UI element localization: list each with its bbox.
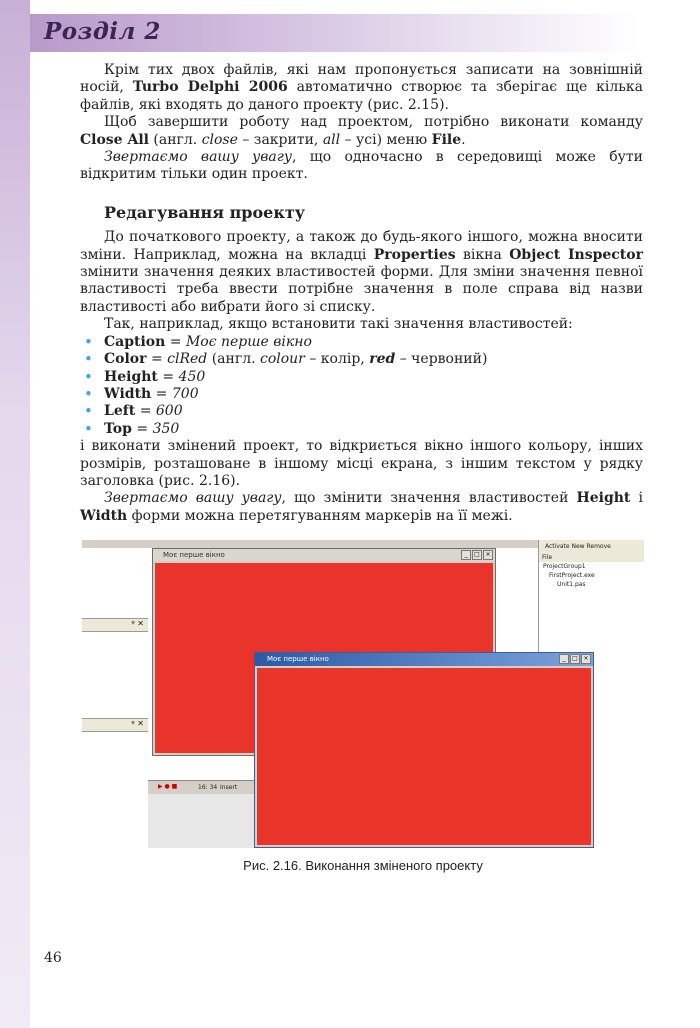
text-content [80, 62, 643, 525]
paragraph-4: До початкового проекту, а також до будь-якого іншого, можна вносити зміни. Наприклад, можна на вкладці Properties вікна Object Inspector змінити значення деяких властивостей форми. Для зміни значення певної властивості треба ввести потрібне значення в поле справа від назви властивості або вибрати його зі списку. [80, 229, 643, 315]
subsection-heading: Редагування проекту [104, 202, 306, 222]
property-list [80, 334, 643, 438]
ide-left-panel [82, 548, 148, 848]
section-title: Розділ 2 [44, 18, 161, 45]
insert-mode: Insert [220, 784, 238, 791]
form-titlebar [153, 549, 495, 561]
minimize-icon[interactable]: _ [461, 550, 471, 560]
paragraph-2: Щоб завершити роботу над проектом, потрібно виконати команду Close All (англ. close – закрити, all – усі) меню File. [80, 114, 643, 148]
maximize-icon[interactable]: □ [472, 550, 482, 560]
tree-item[interactable]: Unit1.pas [557, 581, 586, 588]
cursor-position: 16: 34 [198, 784, 218, 791]
form-body-red [257, 668, 591, 845]
pm-label: File [539, 554, 644, 562]
pin-close-icon[interactable]: ᵠ ✕ [131, 619, 144, 628]
paragraph-6: і виконати змінений проект, то відкриється вікно іншого кольору, інших розмірів, розташоване в іншому місці екрана, з іншим текстом у рядку заголовка (рис. 2.16). [80, 438, 643, 489]
panel-titlebar [82, 618, 148, 632]
list-item: • Width = 700 [80, 386, 643, 403]
window-buttons [559, 654, 591, 664]
paragraph-1: Крім тих двох файлів, які нам пропонується записати на зовнішній носій, Turbo Delphi 2006 автоматично створює та зберігає ще кілька файлів, які входять до даного проекту (рис. 2.15). [80, 62, 643, 113]
form-titlebar [255, 653, 593, 666]
side-decor-strip [0, 0, 30, 1028]
paragraph-3: Звертаємо вашу увагу, що одночасно в середовищі може бути відкритим тільки один проект. [80, 149, 643, 183]
list-item: • Left = 600 [80, 403, 643, 420]
minimize-icon[interactable]: _ [559, 654, 569, 664]
panel-titlebar [82, 718, 148, 732]
project-tree [539, 562, 644, 589]
list-item: • Top = 350 [80, 421, 643, 438]
close-icon[interactable]: × [483, 550, 493, 560]
pm-toolbar[interactable]: Activate New Remove [539, 540, 644, 554]
form-title: Моє перше вікно [163, 551, 225, 559]
maximize-icon[interactable]: □ [570, 654, 580, 664]
figure-screenshot [82, 540, 644, 848]
list-item: • Height = 450 [80, 369, 643, 386]
paragraph-5: Так, наприклад, якщо встановити такі значення властивостей: [104, 316, 573, 333]
close-icon[interactable]: × [581, 654, 591, 664]
record-icon[interactable]: ▶ ● ■ [158, 783, 178, 790]
list-item: • Color = clRed (англ. colour – колір, red – червоний) [80, 351, 643, 368]
window-buttons [461, 550, 493, 560]
running-form-window [254, 652, 594, 848]
paragraph-7: Звертаємо вашу увагу, що змінити значення властивостей Height і Width форми можна перетягуванням маркерів на її межі. [80, 490, 643, 524]
form-title: Моє перше вікно [267, 655, 329, 663]
page-number: 46 [44, 950, 62, 966]
tree-item[interactable]: ProjectGroup1 [543, 563, 586, 570]
figure-caption: Рис. 2.16. Виконання зміненого проекту [243, 858, 483, 873]
list-item: • Caption = Моє перше вікно [80, 334, 643, 351]
pin-close-icon[interactable]: ᵠ ✕ [131, 719, 144, 728]
tree-item[interactable]: FirstProject.exe [549, 572, 595, 579]
